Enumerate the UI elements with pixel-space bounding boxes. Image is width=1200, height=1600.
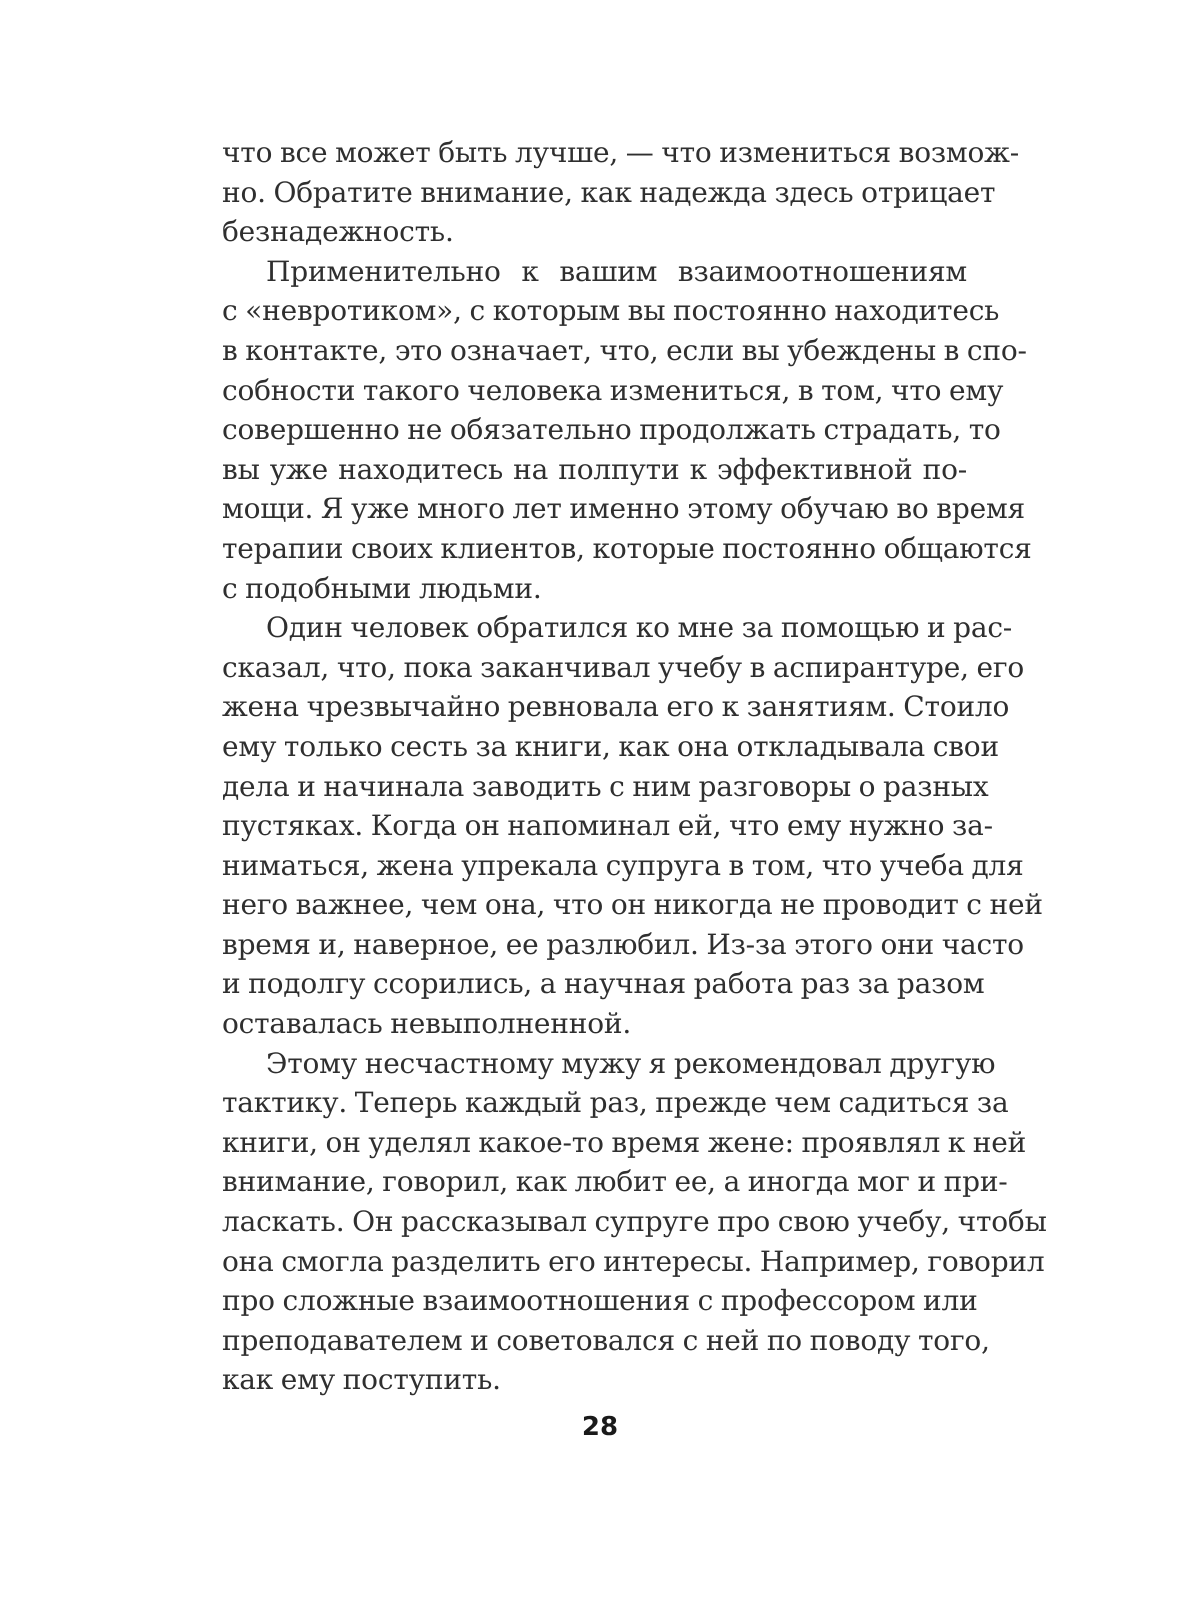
text-line: собности такого человека измениться, в том, что ему bbox=[222, 373, 1004, 407]
text-line: него важнее, чем она, что он никогда не проводит с ней bbox=[222, 888, 1043, 922]
text-line: преподавателем и советовался с ней по поводу того, bbox=[222, 1323, 990, 1357]
text-line: книги, он уделял какое-то время жене: проявлял к ней bbox=[222, 1125, 1027, 1159]
text-line: ласкать. Он рассказывал супруге про свою учебу, чтобы bbox=[222, 1205, 1047, 1239]
body-text bbox=[222, 133, 1047, 1400]
text-line: в контакте, это означает, что, если вы убеждены в спо- bbox=[222, 333, 1027, 367]
text-line: время и, наверное, ее разлюбил. Из-за этого они часто bbox=[222, 927, 1024, 961]
paragraph bbox=[222, 252, 1032, 608]
text-line: про сложные взаимоотношения с профессором или bbox=[222, 1284, 978, 1318]
paragraph bbox=[222, 608, 1043, 1044]
text-line: с подобными людьми. bbox=[222, 571, 542, 605]
text-line: ниматься, жена упрекала супруга в том, что учеба для bbox=[222, 848, 1024, 882]
text-line: что все может быть лучше, — что измениться возмож- bbox=[222, 136, 1019, 169]
text-line: терапии своих клиентов, которые постоянно общаются bbox=[222, 531, 1032, 565]
text-line: оставалась невыполненной. bbox=[222, 1007, 632, 1041]
text-line: она смогла разделить его интересы. Например, говорил bbox=[222, 1244, 1045, 1278]
text-line: как ему поступить. bbox=[222, 1363, 501, 1397]
text-line: совершенно не обязательно продолжать страдать, то bbox=[222, 413, 1001, 447]
paragraph bbox=[222, 133, 1019, 252]
text-line: дела и начинала заводить с ним разговоры о разных bbox=[222, 769, 989, 803]
text-line: сказал, что, пока заканчивал учебу в аспирантуре, его bbox=[222, 650, 1025, 684]
text-line: с «невротиком», с которым вы постоянно находитесь bbox=[222, 294, 1000, 328]
page-number: 28 bbox=[581, 1412, 619, 1442]
text-line: ему только сесть за книги, как она откладывала свои bbox=[222, 729, 999, 763]
text-line: внимание, говорил, как любит ее, а иногда мог и при- bbox=[222, 1165, 1008, 1199]
text-line: пустяках. Когда он напоминал ей, что ему нужно за- bbox=[222, 809, 993, 843]
text-line: жена чрезвычайно ревновала его к занятиям. Стоило bbox=[222, 690, 1010, 724]
text-line: Один человек обратился ко мне за помощью и рас- bbox=[266, 611, 1013, 645]
text-line: Этому несчастному мужу я рекомендовал другую bbox=[266, 1046, 996, 1080]
text-line: но. Обратите внимание, как надежда здесь отрицает bbox=[222, 175, 996, 209]
text-line: Применительно к вашим взаимоотношениям bbox=[266, 254, 967, 288]
text-line: тактику. Теперь каждый раз, прежде чем садиться за bbox=[222, 1086, 1009, 1120]
text-line: вы уже находитесь на полпути к эффективной по- bbox=[222, 452, 967, 486]
paragraph bbox=[222, 1044, 1047, 1400]
text-line: мощи. Я уже много лет именно этому обучаю во время bbox=[222, 492, 1025, 526]
text-line: и подолгу ссорились, а научная работа раз за разом bbox=[222, 967, 985, 1001]
text-line: безнадежность. bbox=[222, 215, 454, 249]
